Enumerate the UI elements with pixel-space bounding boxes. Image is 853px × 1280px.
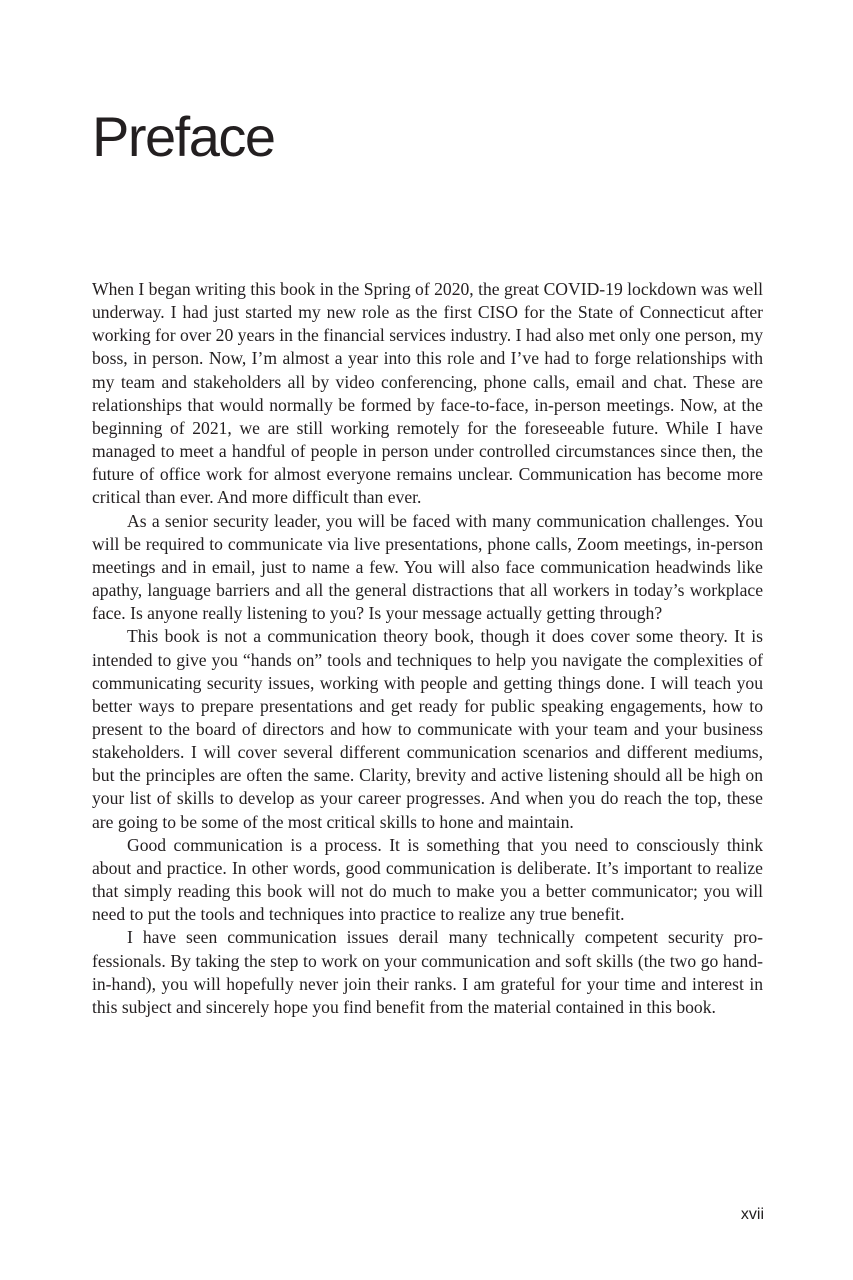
chapter-title: Preface xyxy=(92,105,275,168)
paragraph: Good communication is a process. It is something that you need to consciously think about and practice. In other words, good communication is deliberate. It’s important to realize that simply reading this book will not do much to make you a better communicator; you will need to put the tools and techniques into practice to realize any true benefit. xyxy=(92,834,763,925)
paragraph: This book is not a communication theory book, though it does cover some theory. It is intended to give you “hands on” tools and techniques to help you navigate the complexities of communicating security issues, working with people and getting things done. I will teach you better ways to prepare presentations and get ready for public speaking engagements, how to present to the board of directors and how to communicate with your team and your business stakeholders. I will cover several different communication scenarios and different mediums, but the principles are often the same. Clarity, brevity and active listening should all be high on your list of skills to develop as your career progresses. And when you do reach the top, these are going to be some of the most critical skills to hone and maintain. xyxy=(92,626,763,832)
paragraph: When I began writing this book in the Spring of 2020, the great COVID-19 lockdown was well underway. I had just started my new role as the first CISO for the State of Connecticut after working for over 20 years in the financial services industry. I had also met only one person, my boss, in person. Now, I’m almost a year into this role and I’ve had to forge relationships with my team and stakeholders all by video conferencing, phone calls, email and chat. These are relationships that would normally be formed by face-to-face, in-person meetings. Now, at the beginning of 2021, we are still working remotely for the foreseeable future. While I have managed to meet a handful of people in person under controlled circumstances since then, the future of office work for almost everyone remains unclear. Communication has become more critical than ever. And more difficult than ever. xyxy=(92,279,763,508)
paragraph: I have seen communication issues derail many technically competent security professionals. By taking the step to work on your communication and soft skills (the two go hand-in-hand), you will hopefully never join their ranks. I am grateful for your time and interest in this subject and sincerely hope you find benefit from the material contained in this book. xyxy=(92,927,763,1017)
preface-body xyxy=(92,278,763,1019)
page-number: xvii xyxy=(740,1206,764,1223)
paragraph: As a senior security leader, you will be faced with many communication challenges. You will be required to communicate via live presentations, phone calls, Zoom meetings, in-person meetings and in email, just to name a few. You will also face communication headwinds like apathy, language barriers and all the general distractions that all workers in today’s workplace face. Is anyone really listening to you? Is your message actually getting through? xyxy=(92,510,763,624)
